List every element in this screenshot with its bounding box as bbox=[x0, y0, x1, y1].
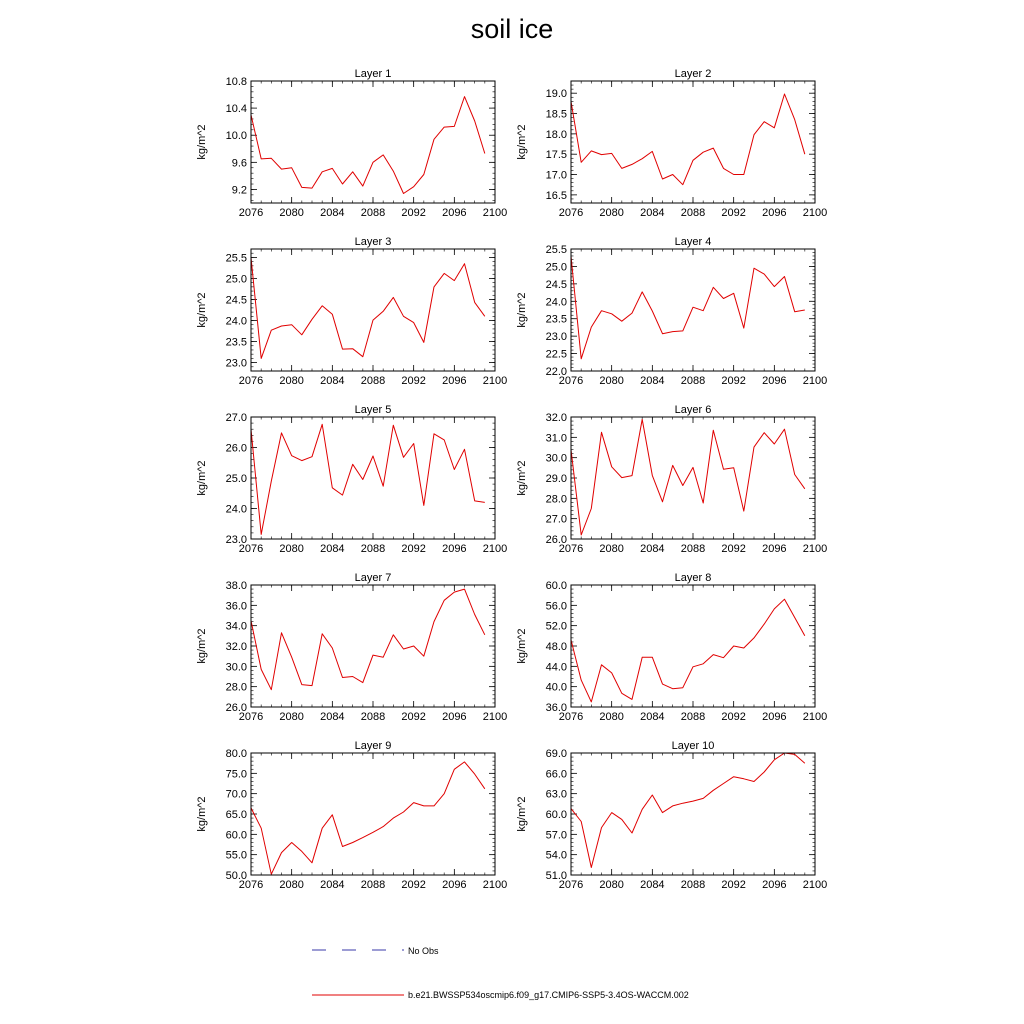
x-tick-label: 2096 bbox=[442, 711, 467, 723]
x-tick-label: 2096 bbox=[762, 375, 787, 387]
chart-panel bbox=[516, 236, 827, 387]
x-tick-label: 2080 bbox=[599, 207, 624, 219]
x-tick-label: 2100 bbox=[482, 879, 508, 891]
legend-model-label: b.e21.BWSSP534oscmip6.f09_g17.CMIP6-SSP5-3.4OS-WACCM.002 bbox=[408, 990, 689, 1000]
x-tick-label: 2088 bbox=[360, 207, 386, 219]
plot-frame bbox=[251, 81, 495, 203]
x-tick-label: 2092 bbox=[401, 543, 426, 555]
y-tick-label: 56.0 bbox=[545, 600, 567, 613]
x-tick-label: 2076 bbox=[238, 711, 264, 723]
y-tick-label: 25.0 bbox=[225, 473, 247, 485]
y-tick-label: 36.0 bbox=[545, 702, 567, 714]
x-tick-label: 2084 bbox=[640, 375, 665, 387]
y-tick-label: 23.0 bbox=[545, 331, 567, 344]
y-tick-label: 30.0 bbox=[545, 452, 567, 465]
x-tick-label: 2100 bbox=[802, 375, 828, 387]
series-line bbox=[251, 424, 485, 534]
y-tick-label: 60.0 bbox=[225, 829, 247, 842]
x-tick-label: 2092 bbox=[721, 879, 746, 891]
x-tick-label: 2100 bbox=[802, 543, 828, 555]
series-line bbox=[571, 599, 805, 702]
x-tick-label: 2092 bbox=[721, 375, 746, 387]
y-tick-label: 60.0 bbox=[545, 809, 567, 821]
x-tick-label: 2076 bbox=[238, 207, 264, 219]
y-tick-label: 60.0 bbox=[545, 580, 567, 592]
chart-panel bbox=[196, 236, 507, 387]
y-tick-label: 23.5 bbox=[545, 313, 567, 326]
y-tick-label: 44.0 bbox=[545, 661, 567, 674]
y-tick-label: 27.0 bbox=[545, 513, 567, 526]
x-tick-label: 2096 bbox=[762, 879, 787, 891]
chart-panel bbox=[516, 68, 827, 219]
y-tick-label: 70.0 bbox=[225, 788, 247, 801]
panel-title: Layer 4 bbox=[674, 236, 712, 248]
x-tick-label: 2088 bbox=[680, 375, 706, 387]
x-tick-label: 2084 bbox=[320, 879, 345, 891]
y-axis-label: kg/m^2 bbox=[516, 124, 528, 160]
y-tick-label: 57.0 bbox=[545, 829, 567, 842]
x-tick-label: 2096 bbox=[442, 207, 467, 219]
y-tick-label: 80.0 bbox=[225, 748, 247, 760]
x-tick-label: 2084 bbox=[640, 207, 665, 219]
chart-panel bbox=[196, 68, 507, 219]
series-line bbox=[251, 257, 485, 358]
plot-frame bbox=[571, 81, 815, 203]
x-tick-label: 2088 bbox=[680, 711, 706, 723]
y-tick-label: 66.0 bbox=[545, 768, 567, 781]
y-tick-label: 26.0 bbox=[225, 702, 247, 714]
series-line bbox=[251, 589, 485, 690]
panel-grid bbox=[196, 68, 827, 891]
x-tick-label: 2084 bbox=[640, 879, 665, 891]
x-tick-label: 2076 bbox=[238, 879, 264, 891]
x-tick-label: 2080 bbox=[279, 879, 304, 891]
y-tick-label: 69.0 bbox=[545, 748, 567, 760]
legend bbox=[312, 946, 689, 1000]
series-line bbox=[571, 419, 805, 535]
x-tick-label: 2096 bbox=[762, 207, 787, 219]
y-tick-label: 25.0 bbox=[545, 261, 567, 274]
x-tick-label: 2092 bbox=[721, 711, 746, 723]
y-tick-label: 51.0 bbox=[545, 870, 567, 882]
y-tick-label: 17.0 bbox=[545, 169, 567, 182]
y-axis-label: kg/m^2 bbox=[196, 292, 208, 328]
x-tick-label: 2076 bbox=[238, 543, 264, 555]
y-tick-label: 52.0 bbox=[545, 620, 567, 633]
panel-title: Layer 8 bbox=[674, 572, 712, 584]
x-tick-label: 2092 bbox=[401, 879, 426, 891]
series-line bbox=[571, 753, 805, 868]
chart-panel bbox=[516, 572, 827, 723]
series-line bbox=[571, 94, 805, 185]
y-axis-label: kg/m^2 bbox=[196, 124, 208, 160]
panel-title: Layer 5 bbox=[354, 404, 392, 416]
x-tick-label: 2080 bbox=[279, 375, 304, 387]
y-tick-label: 10.4 bbox=[225, 103, 247, 116]
y-tick-label: 63.0 bbox=[545, 788, 567, 801]
y-tick-label: 18.0 bbox=[545, 128, 567, 141]
panel-title: Layer 10 bbox=[671, 740, 715, 752]
y-tick-label: 50.0 bbox=[225, 870, 247, 882]
y-tick-label: 24.0 bbox=[545, 296, 567, 309]
x-tick-label: 2088 bbox=[360, 543, 386, 555]
x-tick-label: 2084 bbox=[640, 543, 665, 555]
x-tick-label: 2084 bbox=[320, 207, 345, 219]
x-tick-label: 2088 bbox=[680, 879, 706, 891]
x-tick-label: 2088 bbox=[360, 375, 386, 387]
x-tick-label: 2092 bbox=[721, 543, 746, 555]
y-tick-label: 23.0 bbox=[225, 534, 247, 546]
y-tick-label: 23.0 bbox=[225, 357, 247, 370]
y-tick-label: 22.0 bbox=[545, 366, 567, 378]
plot-frame bbox=[571, 249, 815, 371]
x-tick-label: 2084 bbox=[320, 711, 345, 723]
chart-panel bbox=[196, 572, 507, 723]
x-tick-label: 2080 bbox=[599, 543, 624, 555]
series-line bbox=[251, 97, 485, 194]
y-tick-label: 26.0 bbox=[545, 534, 567, 546]
x-tick-label: 2080 bbox=[599, 711, 624, 723]
plot-frame bbox=[251, 753, 495, 875]
x-tick-label: 2080 bbox=[279, 207, 304, 219]
y-tick-label: 16.5 bbox=[545, 189, 567, 202]
y-axis-label: kg/m^2 bbox=[516, 460, 528, 496]
x-tick-label: 2096 bbox=[442, 543, 467, 555]
y-tick-label: 28.0 bbox=[545, 493, 567, 506]
y-tick-label: 25.5 bbox=[225, 252, 247, 265]
x-tick-label: 2080 bbox=[279, 543, 304, 555]
x-tick-label: 2080 bbox=[599, 879, 624, 891]
panel-title: Layer 7 bbox=[354, 572, 392, 584]
plot-frame bbox=[571, 417, 815, 539]
y-tick-label: 24.5 bbox=[225, 294, 247, 307]
x-tick-label: 2076 bbox=[558, 879, 584, 891]
y-tick-label: 25.0 bbox=[225, 273, 247, 286]
y-axis-label: kg/m^2 bbox=[196, 628, 208, 664]
panel-title: Layer 3 bbox=[354, 236, 392, 248]
series-line bbox=[251, 762, 485, 874]
x-tick-label: 2084 bbox=[320, 375, 345, 387]
x-tick-label: 2080 bbox=[599, 375, 624, 387]
x-tick-label: 2100 bbox=[482, 711, 508, 723]
chart-panel bbox=[196, 404, 507, 555]
y-tick-label: 23.5 bbox=[225, 336, 247, 349]
y-tick-label: 55.0 bbox=[225, 849, 247, 862]
y-axis-label: kg/m^2 bbox=[516, 292, 528, 328]
x-tick-label: 2096 bbox=[762, 543, 787, 555]
x-tick-label: 2088 bbox=[680, 543, 706, 555]
x-tick-label: 2092 bbox=[401, 375, 426, 387]
y-tick-label: 40.0 bbox=[545, 681, 567, 694]
x-tick-label: 2076 bbox=[558, 375, 584, 387]
series-line bbox=[571, 256, 805, 359]
plot-frame bbox=[251, 249, 495, 371]
x-tick-label: 2096 bbox=[762, 711, 787, 723]
y-tick-label: 48.0 bbox=[545, 641, 567, 653]
y-tick-label: 28.0 bbox=[225, 681, 247, 694]
y-tick-label: 17.5 bbox=[545, 149, 567, 162]
plot-frame bbox=[571, 753, 815, 875]
y-tick-label: 32.0 bbox=[225, 641, 247, 653]
y-tick-label: 22.5 bbox=[545, 348, 567, 361]
y-tick-label: 32.0 bbox=[545, 412, 567, 424]
chart-panel bbox=[516, 740, 827, 891]
x-tick-label: 2096 bbox=[442, 375, 467, 387]
y-tick-label: 9.2 bbox=[231, 184, 247, 197]
plot-frame bbox=[251, 585, 495, 707]
plot-frame bbox=[251, 417, 495, 539]
x-tick-label: 2076 bbox=[238, 375, 264, 387]
panel-title: Layer 9 bbox=[354, 740, 392, 752]
y-tick-label: 25.5 bbox=[545, 244, 567, 256]
x-tick-label: 2100 bbox=[482, 375, 508, 387]
y-tick-label: 38.0 bbox=[225, 580, 247, 592]
y-tick-label: 31.0 bbox=[545, 432, 567, 445]
y-axis-label: kg/m^2 bbox=[516, 628, 528, 664]
x-tick-label: 2100 bbox=[802, 711, 828, 723]
legend-no-obs-label: No Obs bbox=[408, 946, 439, 956]
y-tick-label: 10.8 bbox=[225, 76, 247, 88]
x-tick-label: 2088 bbox=[360, 711, 386, 723]
x-tick-label: 2092 bbox=[401, 711, 426, 723]
y-tick-label: 18.5 bbox=[545, 108, 567, 121]
y-tick-label: 29.0 bbox=[545, 473, 567, 485]
y-axis-label: kg/m^2 bbox=[516, 796, 528, 832]
chart-panel bbox=[196, 740, 507, 891]
y-tick-label: 36.0 bbox=[225, 600, 247, 613]
y-tick-label: 24.5 bbox=[545, 278, 567, 291]
y-tick-label: 75.0 bbox=[225, 768, 247, 781]
page-title: soil ice bbox=[470, 14, 554, 44]
x-tick-label: 2092 bbox=[721, 207, 746, 219]
x-tick-label: 2088 bbox=[680, 207, 706, 219]
x-tick-label: 2092 bbox=[401, 207, 426, 219]
x-tick-label: 2100 bbox=[802, 879, 828, 891]
chart-panel bbox=[516, 404, 827, 555]
x-tick-label: 2076 bbox=[558, 711, 584, 723]
y-axis-label: kg/m^2 bbox=[196, 796, 208, 832]
panel-title: Layer 6 bbox=[674, 404, 712, 416]
y-tick-label: 65.0 bbox=[225, 809, 247, 821]
y-tick-label: 34.0 bbox=[225, 620, 247, 633]
y-tick-label: 27.0 bbox=[225, 412, 247, 424]
y-tick-label: 9.6 bbox=[231, 157, 247, 170]
plot-frame bbox=[571, 585, 815, 707]
x-tick-label: 2096 bbox=[442, 879, 467, 891]
x-tick-label: 2076 bbox=[558, 543, 584, 555]
y-tick-label: 30.0 bbox=[225, 661, 247, 674]
y-tick-label: 24.0 bbox=[225, 503, 247, 516]
y-tick-label: 10.0 bbox=[225, 130, 247, 143]
y-axis-label: kg/m^2 bbox=[196, 460, 208, 496]
x-tick-label: 2088 bbox=[360, 879, 386, 891]
y-tick-label: 26.0 bbox=[225, 442, 247, 455]
x-tick-label: 2100 bbox=[482, 207, 508, 219]
panel-title: Layer 2 bbox=[674, 68, 712, 80]
x-tick-label: 2084 bbox=[640, 711, 665, 723]
panel-title: Layer 1 bbox=[354, 68, 392, 80]
x-tick-label: 2076 bbox=[558, 207, 584, 219]
x-tick-label: 2100 bbox=[482, 543, 508, 555]
y-tick-label: 19.0 bbox=[545, 88, 567, 101]
x-tick-label: 2084 bbox=[320, 543, 345, 555]
y-tick-label: 24.0 bbox=[225, 315, 247, 328]
y-tick-label: 54.0 bbox=[545, 849, 567, 862]
x-tick-label: 2080 bbox=[279, 711, 304, 723]
x-tick-label: 2100 bbox=[802, 207, 828, 219]
